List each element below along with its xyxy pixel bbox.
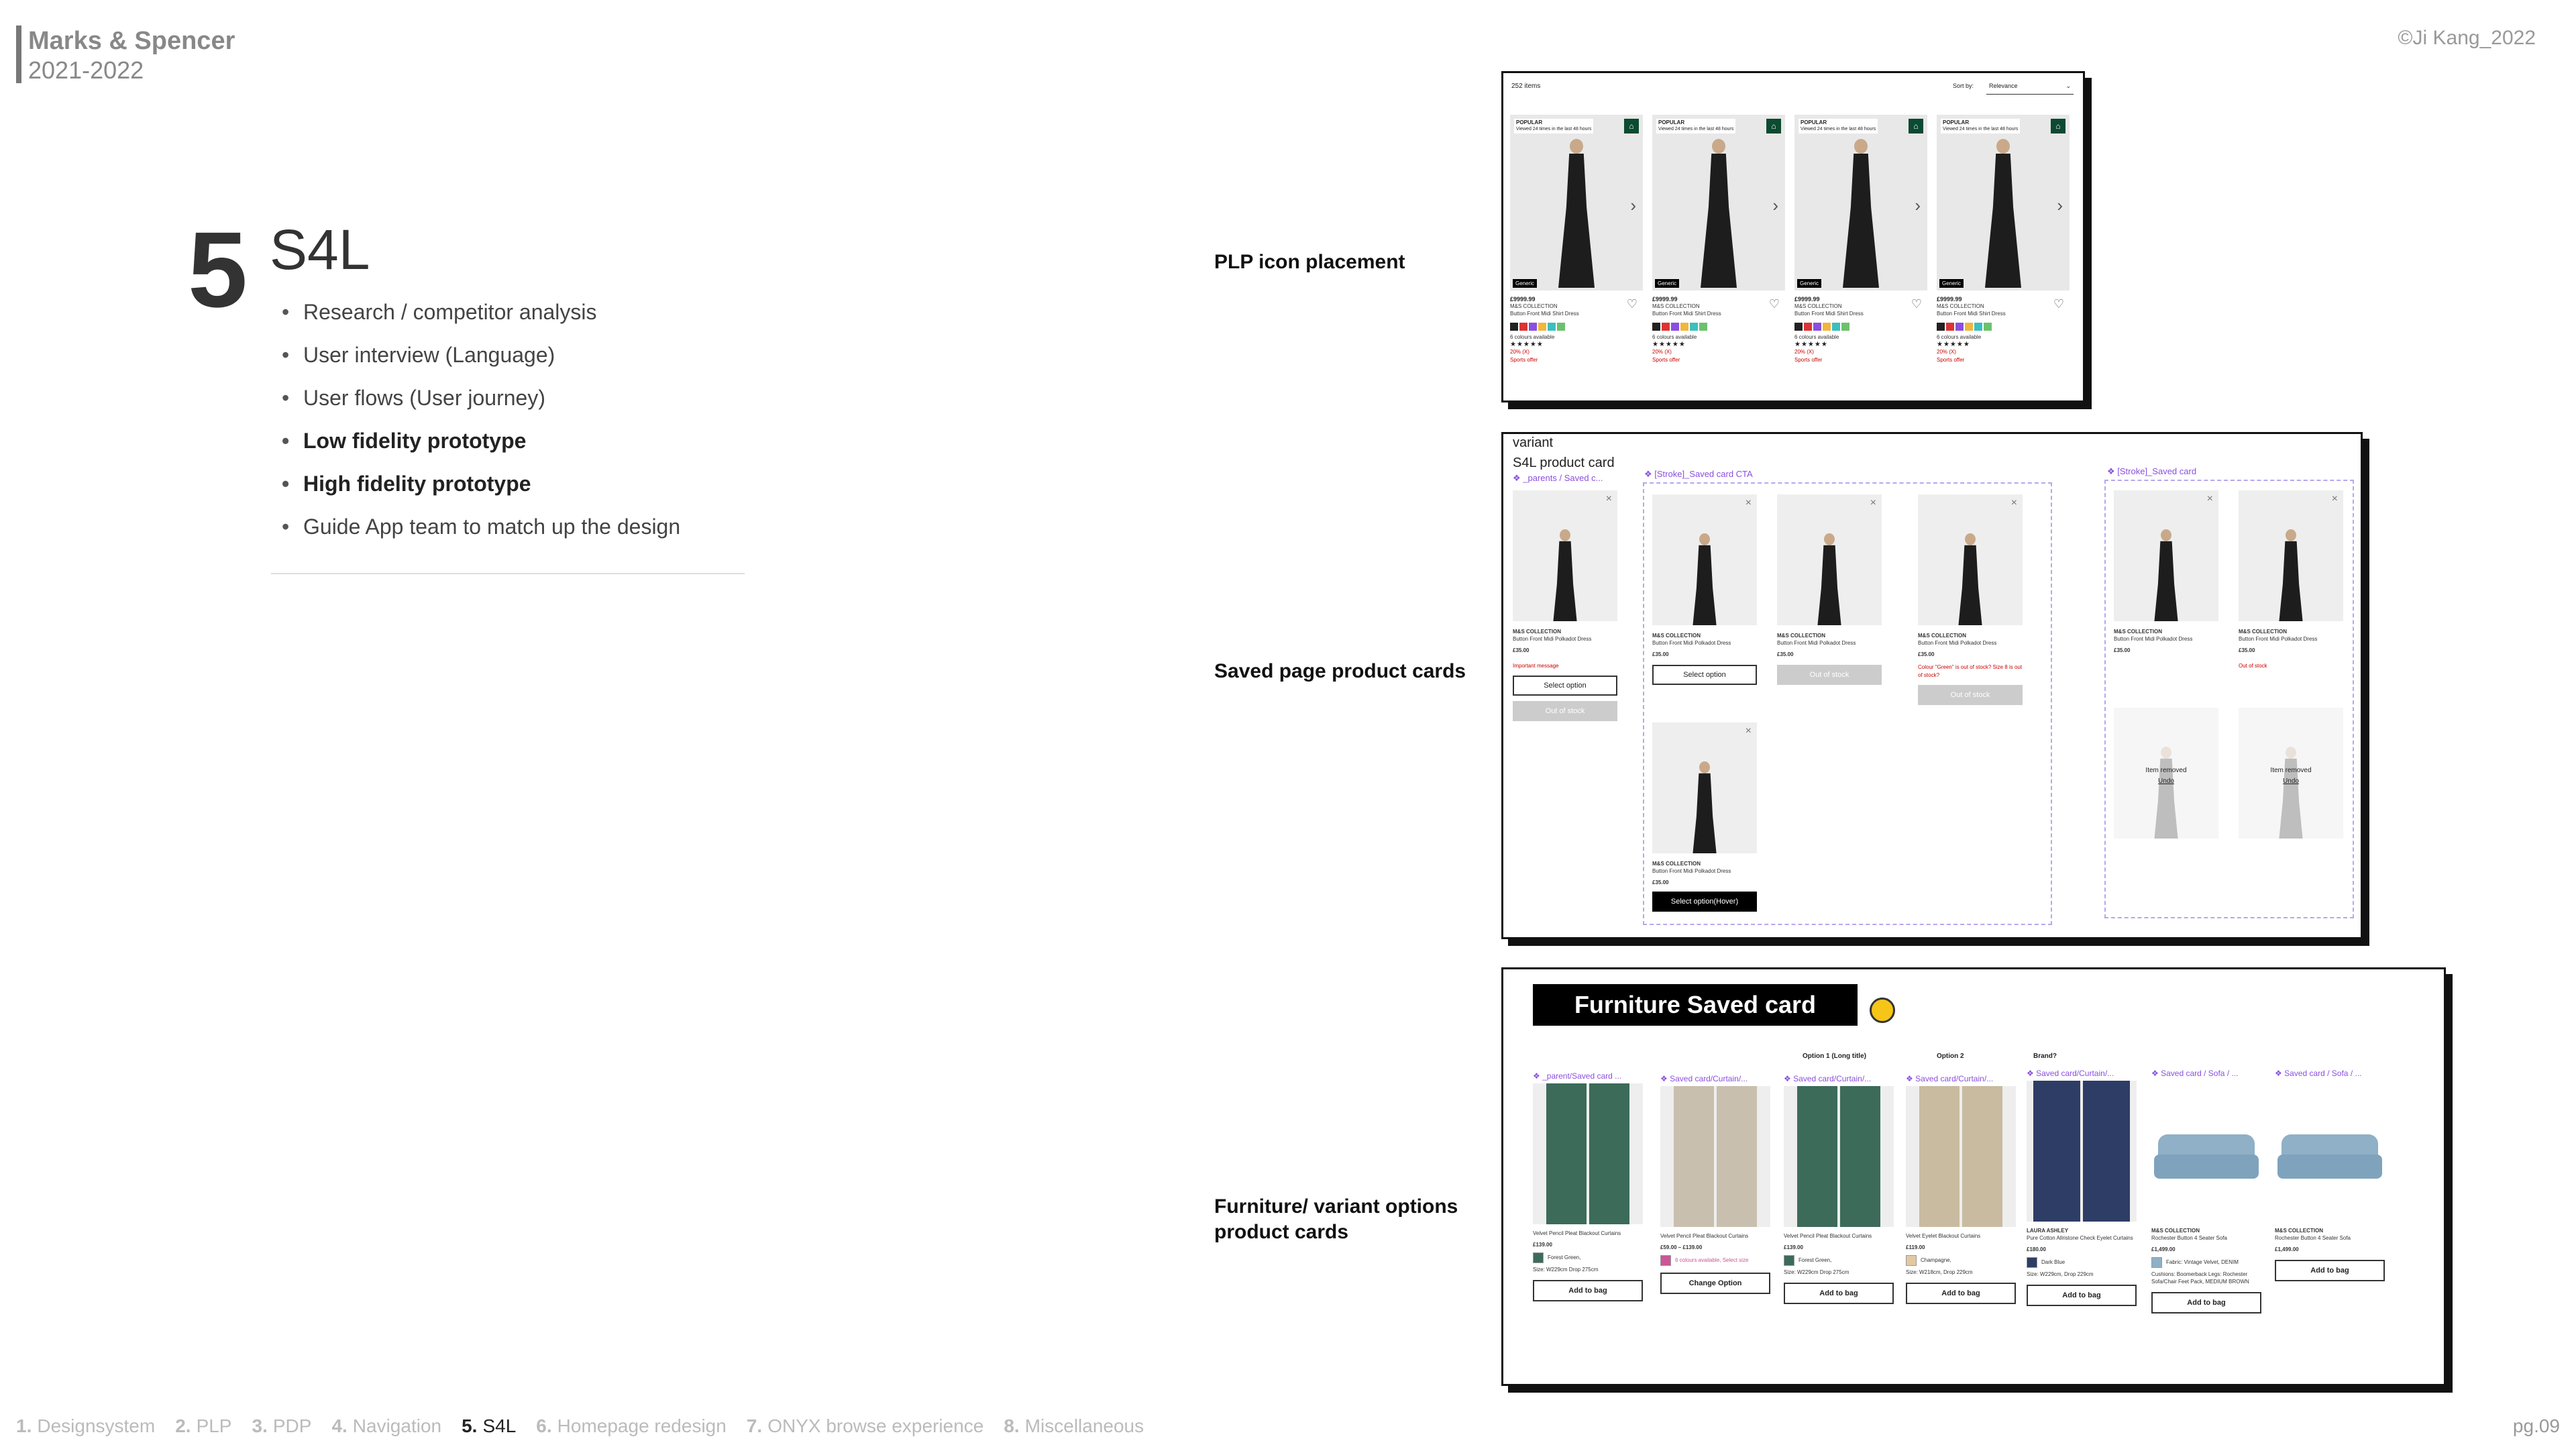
brand: M&S COLLECTION bbox=[1513, 629, 1561, 635]
brand-accent-bar bbox=[16, 25, 21, 83]
nav-item[interactable]: 1. Designsystem bbox=[16, 1415, 156, 1436]
product-name: Button Front Midi Shirt Dress bbox=[1937, 311, 2006, 317]
furniture-card[interactable] bbox=[1906, 1074, 2016, 1304]
product-name: Button Front Midi Shirt Dress bbox=[1794, 311, 1864, 317]
colour-swatch bbox=[1906, 1255, 1917, 1266]
nav-item-current[interactable]: 5. S4L bbox=[462, 1415, 517, 1436]
offer: 20% (X) bbox=[1794, 349, 1814, 355]
offer: 20% (X) bbox=[1510, 349, 1529, 355]
process-item: • Research / competitor analysis bbox=[282, 299, 680, 341]
model-figure bbox=[2273, 747, 2309, 839]
product-name: Button Front Midi Polkadot Dress bbox=[1652, 868, 1731, 874]
variant-size: Size: W218cm, Drop 229cm bbox=[1906, 1269, 1973, 1275]
product-image bbox=[1937, 115, 2070, 290]
brand: LAURA ASHLEY bbox=[2027, 1228, 2069, 1234]
price: £59.00 – £139.00 bbox=[1660, 1244, 1703, 1250]
colours-available: 6 colours available bbox=[1510, 334, 1555, 340]
product-name: Velvet Pencil Pleat Blackout Curtains bbox=[1533, 1230, 1621, 1236]
offer: 20% (X) bbox=[1652, 349, 1672, 355]
product-name: Button Front Midi Polkadot Dress bbox=[2239, 636, 2318, 642]
save-icon[interactable]: ⌂ bbox=[1766, 119, 1781, 133]
colour-swatch bbox=[2027, 1257, 2037, 1268]
curtain-image bbox=[1533, 1083, 1643, 1224]
close-icon[interactable]: × bbox=[1870, 497, 1876, 508]
price: £139.00 bbox=[1784, 1244, 1803, 1250]
brand: M&S COLLECTION bbox=[2239, 629, 2287, 635]
brand: M&S COLLECTION bbox=[1794, 303, 1842, 309]
chevron-right-icon[interactable]: › bbox=[2057, 195, 2063, 215]
saved-card[interactable] bbox=[1513, 490, 1617, 721]
close-icon[interactable]: × bbox=[1745, 725, 1752, 737]
product-image bbox=[2239, 490, 2343, 621]
process-item: • User flows (User journey) bbox=[282, 384, 680, 427]
model-figure bbox=[1953, 533, 1988, 625]
brand: M&S COLLECTION bbox=[1652, 861, 1701, 867]
out-of-stock-text: Out of stock bbox=[2239, 663, 2267, 669]
price: £35.00 bbox=[1918, 651, 1935, 657]
colours-available: 6 colours available bbox=[1652, 334, 1697, 340]
colour-swatch bbox=[1533, 1252, 1544, 1263]
colour-swatches bbox=[1510, 323, 1643, 331]
product-name: Button Front Midi Polkadot Dress bbox=[1777, 640, 1856, 646]
save-icon[interactable]: ⌂ bbox=[2051, 119, 2065, 133]
removed-card[interactable] bbox=[2239, 708, 2343, 839]
page-number: pg.09 bbox=[2512, 1415, 2560, 1436]
product-name: Button Front Midi Polkadot Dress bbox=[1513, 636, 1592, 642]
close-icon[interactable]: × bbox=[1605, 493, 1612, 504]
popular-tag: POPULAR Viewed 24 times in the last 48 hours bbox=[1941, 119, 2020, 133]
brand: M&S COLLECTION bbox=[2151, 1228, 2200, 1234]
star-rating-icon: ★★★★★ bbox=[1510, 341, 1544, 348]
chevron-right-icon[interactable]: › bbox=[1772, 195, 1778, 215]
copyright: ©Ji Kang_2022 bbox=[2398, 27, 2536, 49]
price: £9999.99 bbox=[1937, 296, 1962, 303]
price: £35.00 bbox=[1777, 651, 1794, 657]
furniture-title: Furniture Saved card bbox=[1533, 984, 1858, 1026]
star-rating-icon: ★★★★★ bbox=[1652, 341, 1686, 348]
colour-swatches bbox=[1794, 323, 1927, 331]
brand: M&S COLLECTION bbox=[1510, 303, 1558, 309]
generic-badge: Generic bbox=[1655, 279, 1679, 288]
price: £35.00 bbox=[1652, 879, 1669, 885]
select-option-button[interactable]: Select option bbox=[1513, 676, 1617, 696]
important-message: Important message bbox=[1513, 663, 1559, 669]
offer: Sports offer bbox=[1652, 357, 1680, 363]
colour-swatch bbox=[2151, 1257, 2162, 1268]
sort-value: Relevance bbox=[1989, 83, 2018, 89]
add-to-bag-button[interactable]: Add to bag bbox=[2027, 1285, 2137, 1306]
price: £1,499.00 bbox=[2275, 1246, 2299, 1252]
furniture-card[interactable] bbox=[2275, 1069, 2385, 1281]
curtain-image bbox=[1906, 1086, 2016, 1227]
variant-colour: Dark Blue bbox=[2041, 1259, 2065, 1266]
variant-size: Size: W229cm Drop 275cm bbox=[1533, 1267, 1599, 1273]
model-figure bbox=[1839, 139, 1883, 286]
out-of-stock-button: Out of stock bbox=[1777, 665, 1882, 685]
chevron-right-icon[interactable]: › bbox=[1915, 195, 1921, 215]
product-name: Velvet Pencil Pleat Blackout Curtains bbox=[1784, 1233, 1872, 1239]
price: £139.00 bbox=[1533, 1242, 1552, 1248]
close-icon[interactable]: × bbox=[2206, 493, 2213, 504]
model-figure bbox=[2273, 529, 2309, 621]
curtain-image bbox=[1660, 1086, 1770, 1227]
product-image bbox=[1794, 115, 1927, 290]
saved-card[interactable] bbox=[1918, 494, 2023, 705]
offer: Sports offer bbox=[1937, 357, 1965, 363]
variant-label: variant bbox=[1513, 435, 1554, 450]
model-figure bbox=[1812, 533, 1847, 625]
select-option-hover-button[interactable]: Select option(Hover) bbox=[1652, 892, 1757, 912]
chevron-right-icon[interactable]: › bbox=[1630, 195, 1636, 215]
product-name: Button Front Midi Polkadot Dress bbox=[2114, 636, 2193, 642]
product-image bbox=[1652, 722, 1757, 853]
option-label: Option 2 bbox=[1937, 1053, 1964, 1060]
price: £9999.99 bbox=[1510, 296, 1536, 303]
sort-select[interactable] bbox=[1986, 80, 2074, 95]
sort-label: Sort by: bbox=[1953, 83, 1974, 89]
furniture-card[interactable] bbox=[1660, 1074, 1770, 1294]
product-name: Button Front Midi Shirt Dress bbox=[1652, 311, 1721, 317]
change-option-button[interactable]: Change Option bbox=[1660, 1273, 1770, 1294]
process-list bbox=[282, 299, 680, 556]
colour-swatch bbox=[1660, 1255, 1671, 1266]
price: £1,499.00 bbox=[2151, 1246, 2176, 1252]
saved-card[interactable] bbox=[1777, 494, 1882, 685]
product-image bbox=[2114, 708, 2218, 839]
removed-card[interactable] bbox=[2114, 708, 2218, 839]
product-image bbox=[2114, 490, 2218, 621]
price: £9999.99 bbox=[1794, 296, 1820, 303]
generic-badge: Generic bbox=[1513, 279, 1537, 288]
product-name: Rochester Button 4 Seater Sofa bbox=[2275, 1235, 2351, 1241]
brand: M&S COLLECTION bbox=[1937, 303, 1984, 309]
model-figure bbox=[2149, 747, 2184, 839]
plp-label: PLP icon placement bbox=[1214, 251, 1405, 273]
nav-item[interactable]: 8. Miscellaneous bbox=[1004, 1415, 1144, 1436]
nav-item[interactable]: 4. Navigation bbox=[331, 1415, 442, 1436]
layer-name: ❖ Saved card / Sofa / ... bbox=[2151, 1069, 2239, 1078]
product-name: Velvet Pencil Pleat Blackout Curtains bbox=[1660, 1233, 1749, 1239]
colours-available: 6 colours available bbox=[1794, 334, 1839, 340]
heart-icon[interactable]: ♡ bbox=[2053, 297, 2064, 311]
save-icon[interactable]: ⌂ bbox=[1909, 119, 1923, 133]
saved-label: Saved page product cards bbox=[1214, 660, 1466, 682]
brand: M&S COLLECTION bbox=[1652, 633, 1701, 639]
add-to-bag-button[interactable]: Add to bag bbox=[1784, 1283, 1894, 1304]
saved-card[interactable] bbox=[2114, 490, 2218, 654]
product-image bbox=[1510, 115, 1643, 290]
heart-icon[interactable]: ♡ bbox=[1768, 297, 1780, 311]
plp-product-card[interactable] bbox=[1652, 115, 1785, 364]
product-name: Rochester Button 4 Seater Sofa bbox=[2151, 1235, 2227, 1241]
section-number: 5 bbox=[188, 209, 248, 329]
curtain-image bbox=[1784, 1086, 1894, 1227]
product-image bbox=[1513, 490, 1617, 621]
model-figure bbox=[1548, 529, 1583, 621]
variant-colour: 6 colours available, Select size bbox=[1675, 1257, 1749, 1264]
nav-item[interactable]: 2. PLP bbox=[175, 1415, 232, 1436]
brand: M&S COLLECTION bbox=[2114, 629, 2162, 635]
popular-tag: POPULAR Viewed 24 times in the last 48 hours bbox=[1656, 119, 1735, 133]
process-item: • High fidelity prototype bbox=[282, 470, 680, 513]
product-image bbox=[1652, 115, 1785, 290]
model-figure bbox=[1687, 761, 1723, 853]
brand: M&S COLLECTION bbox=[1652, 303, 1700, 309]
furniture-card[interactable] bbox=[2151, 1069, 2261, 1313]
heart-icon[interactable]: ♡ bbox=[1626, 297, 1638, 311]
brand: M&S COLLECTION bbox=[1777, 633, 1825, 639]
model-figure bbox=[1554, 139, 1599, 286]
variant-fabric: Fabric: Vintage Velvet, DENIM bbox=[2166, 1259, 2239, 1266]
saved-card[interactable] bbox=[2239, 490, 2343, 670]
price: £180.00 bbox=[2027, 1246, 2046, 1252]
add-to-bag-button[interactable]: Add to bag bbox=[1533, 1280, 1643, 1301]
nav-item[interactable]: 3. PDP bbox=[252, 1415, 312, 1436]
popular-tag: POPULAR Viewed 24 times in the last 48 hours bbox=[1799, 119, 1878, 133]
chevron-down-icon: ⌄ bbox=[2065, 83, 2071, 89]
plp-frame bbox=[1501, 71, 2085, 402]
model-figure bbox=[1697, 139, 1741, 286]
save-icon[interactable]: ⌂ bbox=[1624, 119, 1639, 133]
price: £119.00 bbox=[1906, 1244, 1925, 1250]
nav-item[interactable]: 6. Homepage redesign bbox=[536, 1415, 727, 1436]
layer-name: ❖ [Stroke]_Saved card bbox=[2107, 466, 2197, 476]
layer-name: ❖ [Stroke]_Saved card CTA bbox=[1644, 469, 1753, 479]
section-nav bbox=[16, 1415, 1144, 1437]
product-image bbox=[1918, 494, 2023, 625]
heart-icon[interactable]: ♡ bbox=[1911, 297, 1922, 311]
variant-size: Size: W229cm, Drop 229cm bbox=[2027, 1271, 2094, 1277]
add-to-bag-button[interactable]: Add to bag bbox=[1906, 1283, 2016, 1304]
out-of-stock-button: Out of stock bbox=[1513, 701, 1617, 721]
brand-name: Marks & Spencer bbox=[28, 27, 235, 55]
variant-colour: Forest Green, bbox=[1799, 1257, 1832, 1264]
section-title: S4L bbox=[270, 218, 370, 281]
product-name: Button Front Midi Shirt Dress bbox=[1510, 311, 1579, 317]
stock-message: Colour "Green" is out of stock? Size 8 is out of stock? bbox=[1918, 664, 2023, 678]
variant-colour: Champagne, bbox=[1921, 1257, 1951, 1264]
layer-name: ❖ Saved card/Curtain/... bbox=[1784, 1074, 1872, 1083]
curtain-image bbox=[2027, 1081, 2137, 1222]
colour-swatches bbox=[1937, 323, 2070, 331]
plp-product-card[interactable] bbox=[1937, 115, 2070, 364]
model-figure bbox=[1687, 533, 1723, 625]
comment-marker-icon[interactable] bbox=[1870, 998, 1895, 1023]
furniture-card[interactable] bbox=[1533, 1071, 1643, 1301]
option-label: Option 1 (Long title) bbox=[1803, 1053, 1866, 1060]
furniture-card[interactable] bbox=[1784, 1074, 1894, 1304]
undo-link[interactable]: Undo bbox=[2158, 777, 2174, 785]
saved-card-title: S4L product card bbox=[1513, 455, 1615, 470]
divider bbox=[271, 573, 745, 574]
price: £35.00 bbox=[1652, 651, 1669, 657]
product-name: Velvet Eyelet Blackout Curtains bbox=[1906, 1233, 1981, 1239]
model-figure bbox=[2149, 529, 2184, 621]
process-item: • User interview (Language) bbox=[282, 341, 680, 384]
product-name: Button Front Midi Polkadot Dress bbox=[1652, 640, 1731, 646]
close-icon[interactable]: × bbox=[2331, 493, 2338, 504]
furniture-label-1: Furniture/ variant options bbox=[1214, 1195, 1458, 1218]
variant-size: Size: W229cm Drop 275cm bbox=[1784, 1269, 1849, 1275]
generic-badge: Generic bbox=[1939, 279, 1964, 288]
saved-card[interactable] bbox=[1652, 722, 1757, 912]
select-option-button[interactable]: Select option bbox=[1652, 665, 1757, 685]
process-item: • Low fidelity prototype bbox=[282, 427, 680, 470]
colour-swatch bbox=[1784, 1255, 1794, 1266]
offer: 20% (X) bbox=[1937, 349, 1956, 355]
product-image bbox=[1652, 494, 1757, 625]
furniture-card[interactable] bbox=[2027, 1069, 2137, 1306]
offer: Sports offer bbox=[1510, 357, 1538, 363]
layer-name: ❖ Saved card / Sofa / ... bbox=[2275, 1069, 2362, 1078]
brand-years: 2021-2022 bbox=[28, 56, 144, 84]
sofa-image bbox=[2151, 1081, 2261, 1222]
process-item: • Guide App team to match up the design bbox=[282, 513, 680, 556]
colour-swatches bbox=[1652, 323, 1785, 331]
price: £35.00 bbox=[1513, 647, 1529, 653]
layer-name: ❖ _parents / Saved c... bbox=[1513, 473, 1603, 483]
item-removed-text: Item removed bbox=[2270, 767, 2312, 774]
colours-available: 6 colours available bbox=[1937, 334, 1982, 340]
layer-name: ❖ _parent/Saved card ... bbox=[1533, 1071, 1622, 1081]
product-name: Button Front Midi Polkadot Dress bbox=[1918, 640, 1997, 646]
popular-tag: POPULAR Viewed 24 times in the last 48 hours bbox=[1514, 119, 1593, 133]
price: £35.00 bbox=[2239, 647, 2255, 653]
furniture-label-2: product cards bbox=[1214, 1221, 1349, 1243]
saved-card[interactable] bbox=[1652, 494, 1757, 685]
star-rating-icon: ★★★★★ bbox=[1794, 341, 1828, 348]
star-rating-icon: ★★★★★ bbox=[1937, 341, 1970, 348]
product-image bbox=[1777, 494, 1882, 625]
out-of-stock-button: Out of stock bbox=[1918, 685, 2023, 705]
item-removed-text: Item removed bbox=[2145, 767, 2187, 774]
layer-name: ❖ Saved card/Curtain/... bbox=[1906, 1074, 1994, 1083]
price: £9999.99 bbox=[1652, 296, 1678, 303]
add-to-bag-button[interactable]: Add to bag bbox=[2151, 1292, 2261, 1313]
product-name: Pure Cotton Allristone Check Eyelet Curtains bbox=[2027, 1235, 2133, 1241]
product-image bbox=[2239, 708, 2343, 839]
sofa-image bbox=[2275, 1081, 2385, 1222]
model-figure bbox=[1981, 139, 2025, 286]
item-count: 252 items bbox=[1511, 83, 1541, 90]
saved-frame bbox=[1501, 432, 2363, 939]
brand: M&S COLLECTION bbox=[2275, 1228, 2323, 1234]
plp-product-card[interactable] bbox=[1794, 115, 1927, 364]
option-label: Brand? bbox=[2033, 1053, 2057, 1060]
price: £35.00 bbox=[2114, 647, 2131, 653]
close-icon[interactable]: × bbox=[2010, 497, 2017, 508]
variant-colour: Forest Green, bbox=[1548, 1254, 1581, 1261]
offer: Sports offer bbox=[1794, 357, 1823, 363]
close-icon[interactable]: × bbox=[1745, 497, 1752, 508]
add-to-bag-button[interactable]: Add to bag bbox=[2275, 1260, 2385, 1281]
brand: M&S COLLECTION bbox=[1918, 633, 1966, 639]
plp-product-card[interactable] bbox=[1510, 115, 1643, 364]
furniture-frame bbox=[1501, 967, 2446, 1386]
nav-item[interactable]: 7. ONYX browse experience bbox=[746, 1415, 984, 1436]
layer-name: ❖ Saved card/Curtain/... bbox=[2027, 1069, 2114, 1078]
generic-badge: Generic bbox=[1797, 279, 1821, 288]
variant-details: Cushions: Boomerback Legs: Rochester Sofa/Chair Feet Pack, MEDIUM BROWN bbox=[2151, 1271, 2249, 1285]
undo-link[interactable]: Undo bbox=[2283, 777, 2299, 785]
layer-name: ❖ Saved card/Curtain/... bbox=[1660, 1074, 1748, 1083]
